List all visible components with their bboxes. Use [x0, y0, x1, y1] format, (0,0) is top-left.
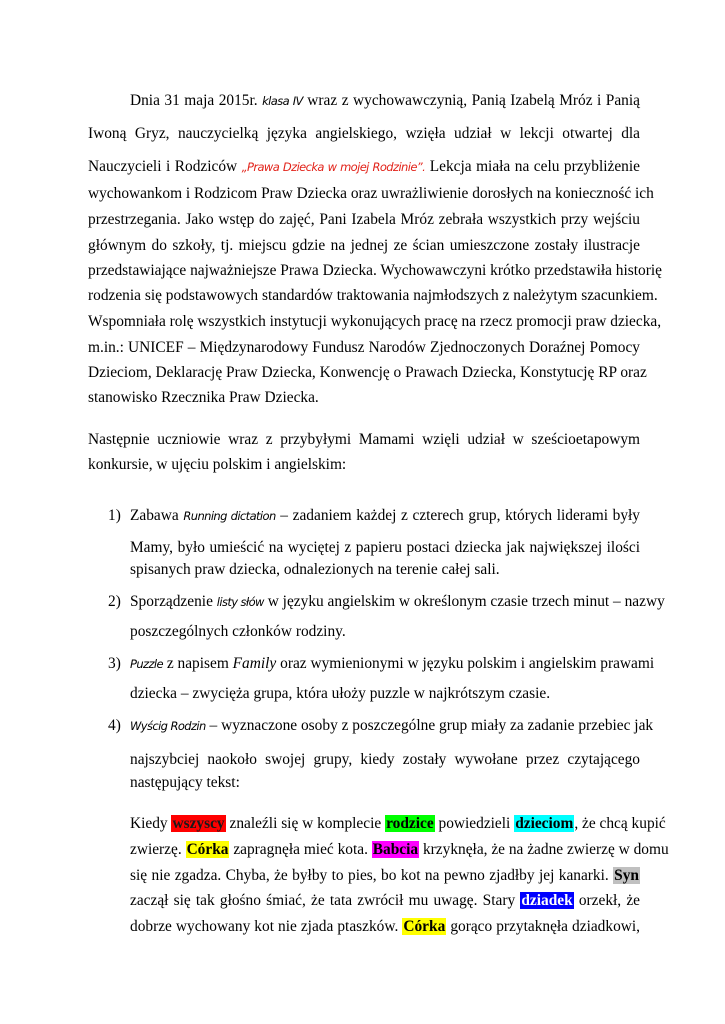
story-text: gorąco przytaknęła dziadkowi,: [450, 918, 641, 935]
family-word: Family: [232, 655, 277, 672]
p1-line-4: wychowankom i Rodzicom Praw Dziecka oraz uwrażliwienie dorosłych na konieczność ich: [88, 185, 654, 202]
class-label: klasa IV: [262, 94, 303, 108]
story-line-4: [130, 891, 640, 911]
item-2-line-2: poszczególnych członków rodziny.: [130, 623, 346, 640]
item-3-rest: oraz wymienionymi w języku polskim i angielskim prawami: [280, 655, 655, 672]
story-text: , że chcą kupić: [574, 815, 666, 832]
p1-line-12: stanowisko Rzecznika Praw Dziecka.: [88, 389, 319, 406]
p1-line-7: przedstawiające najważniejsze Prawa Dziecka. Wychowawczyni krótko przedstawiła historię: [88, 262, 662, 279]
p1-line-10: m.in.: UNICEF – Międzynarodowy Fundusz Narodów Zjednoczonych Doraźnej Pomocy: [88, 339, 640, 356]
p1-line-3: [88, 157, 640, 177]
item-1-start: Zabawa: [130, 507, 179, 524]
item-3-start: z napisem: [166, 655, 229, 672]
p1-line-1-rest: wraz z wychowawczynią, Panią Izabelą Mróz i Panią: [307, 92, 640, 109]
highlight-dzieciom: dzieciom: [515, 815, 574, 832]
story-text: Kiedy: [130, 815, 168, 832]
item-1-line-1: [130, 506, 640, 526]
p1-line-8: rodzenia się podstawowych standardów traktowania najmłodszych z należytym szacunkiem.: [88, 287, 658, 304]
p1-line-3-start: Nauczycieli i Rodziców: [88, 158, 238, 175]
list-number-3: 3): [108, 655, 121, 672]
story-text: dobrze wychowany kot nie zjada ptaszków.: [130, 918, 399, 935]
word-list-label: listy słów: [216, 595, 264, 609]
story-text: znaleźli się w komplecie: [229, 815, 382, 832]
p1-line-1: [130, 91, 640, 111]
item-2-rest: w języku angielskim w określonym czasie trzech minut – nazwy: [267, 593, 665, 610]
story-line-5: [130, 917, 640, 937]
p1-line-6: głównym do szkoły, tj. miejscu gdzie na jednej ze ścian umieszczone zostały ilustracje: [88, 237, 640, 254]
list-number-1: 1): [108, 507, 121, 524]
item-1-rest: – zadaniem każdej z czterech grup, których liderami były: [280, 507, 640, 524]
p1-line-9: Wspomniała rolę wszystkich instytucji wykonujących pracę na rzecz promocji praw dziecka,: [88, 313, 662, 330]
p2-line-1: Następnie uczniowie wraz z przybyłymi Mamami wzięli udział w sześcioetapowym: [88, 431, 640, 448]
p1-line-3-end: Lekcja miała na celu przybliżenie: [429, 158, 640, 175]
highlight-babcia: Babcia: [372, 841, 419, 858]
lesson-title: „Prawa Dziecka w mojej Rodzinie”.: [241, 160, 426, 174]
highlight-corka: Córka: [186, 841, 229, 858]
story-text: zapragnęła mieć kota.: [233, 841, 368, 858]
highlight-syn: Syn: [614, 867, 639, 884]
date-text: Dnia 31 maja 2015r.: [130, 92, 258, 109]
list-number-4: 4): [108, 717, 121, 734]
highlight-corka: Córka: [403, 918, 446, 935]
puzzle-label: Puzzle: [130, 657, 163, 671]
story-text: orzekł, że: [578, 892, 640, 909]
list-number-2: 2): [108, 593, 121, 610]
item-4-line-3: następujący tekst:: [130, 774, 240, 791]
story-line-2: [130, 840, 669, 860]
p1-line-2: Iwoną Gryz, nauczycielką języka angielskiego, wzięła udział w lekcji otwartej dla: [88, 125, 640, 142]
item-4-line-2: najszybciej naokoło swojej grupy, kiedy zostały wywołane przez czytającego: [130, 751, 640, 768]
highlight-wszyscy: wszyscy: [172, 815, 225, 832]
story-text: krzyknęła, że na żadne zwierzę w domu: [422, 841, 669, 858]
story-text: się nie zgadza. Chyba, że byłby to pies, bo kot na pewno zjadłby jej kanarki.: [130, 867, 609, 884]
story-text: powiedzieli: [438, 815, 511, 832]
item-2-start: Sporządzenie: [130, 593, 213, 610]
p1-line-5: przestrzegania. Jako wstęp do zajęć, Pani Izabela Mróz zebrała wszystkich przy wejściu: [88, 211, 640, 228]
story-text: zaczął się tak głośno śmiać, że tata zwrócił mu uwagę. Stary: [130, 892, 516, 909]
item-1-line-2: Mamy, było umieścić na wyciętej z papieru postaci dziecka jak największej ilości: [130, 539, 640, 556]
p1-line-11: Dzieciom, Deklarację Praw Dziecka, Konwencję o Prawach Dziecka, Konstytucję RP oraz: [88, 364, 647, 381]
running-dictation-label: Running dictation: [183, 509, 276, 523]
p2-line-2: konkursie, w ujęciu polskim i angielskim:: [88, 456, 347, 473]
story-text: zwierzę.: [130, 841, 182, 858]
item-1-line-3: spisanych praw dziecka, odnalezionych na terenie całej sali.: [130, 561, 500, 578]
item-3-line-1: [130, 654, 655, 674]
item-3-line-2: dziecka – zwycięża grupa, która ułoży puzzle w najkrótszym czasie.: [130, 685, 551, 702]
item-4-line-1: [130, 716, 654, 736]
item-2-line-1: [130, 592, 665, 612]
family-race-label: Wyścig Rodzin: [130, 719, 206, 733]
item-4-rest: – wyznaczone osoby z poszczególne grup miały za zadanie przebiec jak: [209, 717, 654, 734]
highlight-rodzice: rodzice: [386, 815, 434, 832]
story-line-1: [130, 814, 666, 834]
highlight-dziadek: dziadek: [521, 892, 573, 909]
story-line-3: [130, 866, 640, 886]
